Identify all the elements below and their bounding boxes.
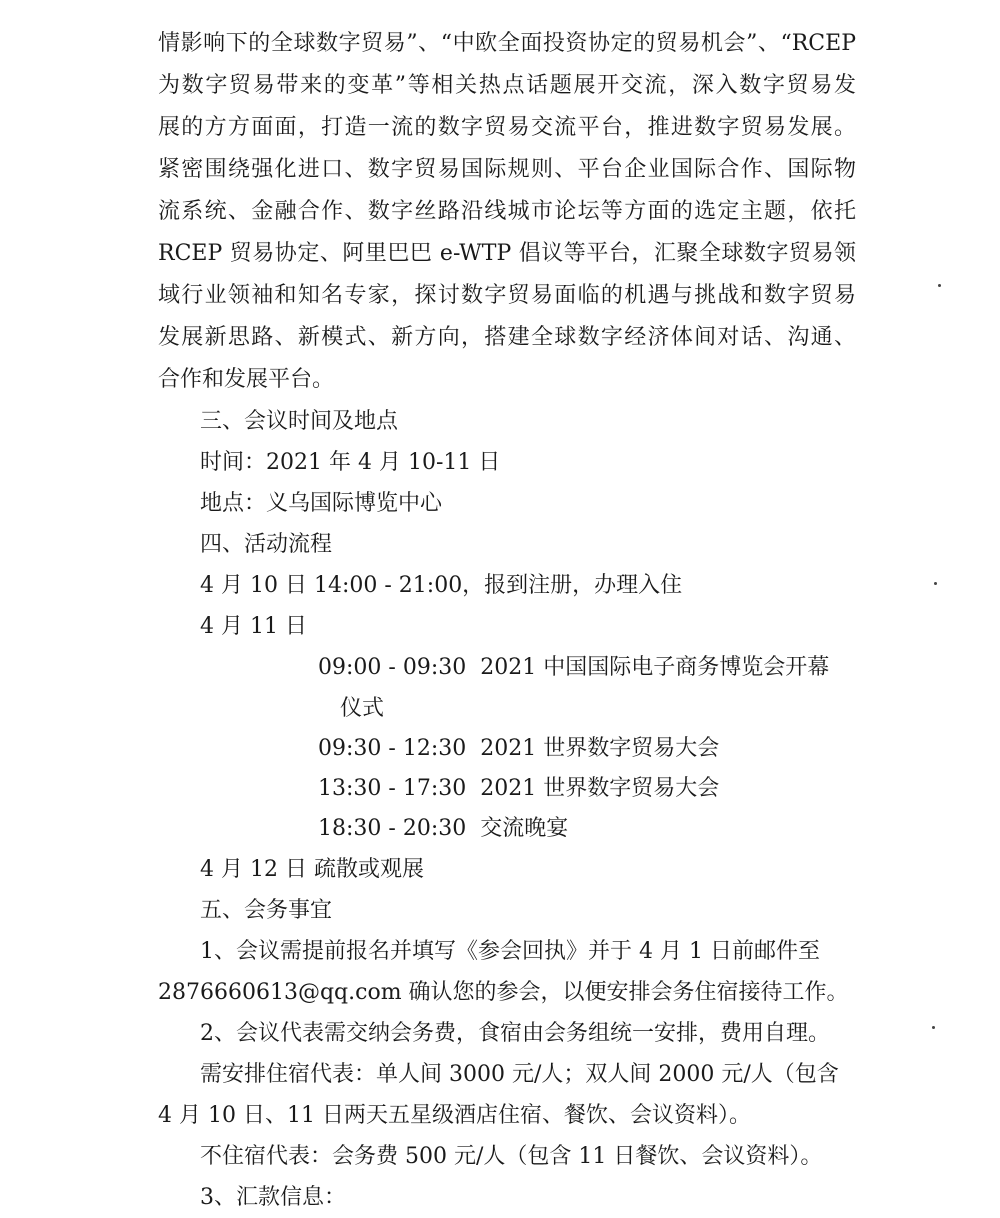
- section-5-heading: 五、会务事宜: [200, 898, 333, 923]
- section-3-heading: 三、会议时间及地点: [200, 409, 399, 434]
- schedule-item-4: 18:30 - 20:30 交流晚宴: [318, 816, 569, 841]
- schedule-item-1-continuation: 仪式: [340, 696, 385, 721]
- intro-line-9: 合作和发展平台。: [158, 367, 335, 392]
- scan-speck: [938, 284, 941, 287]
- item-1-line-2: 2876660613@qq.com 确认您的参会，以便安排会务住宿接待工作。: [158, 980, 849, 1005]
- intro-line-4: 紧密围绕强化进口、数字贸易国际规则、平台企业国际合作、国际物: [158, 157, 856, 182]
- day-1-schedule: 4 月 10 日 14:00 - 21:00，报到注册，办理入住: [200, 573, 683, 598]
- intro-line-1: 情影响下的全球数字贸易”、“中欧全面投资协定的贸易机会”、“RCEP: [158, 31, 856, 56]
- intro-line-6: RCEP 贸易协定、阿里巴巴 e-WTP 倡议等平台，汇聚全球数字贸易领: [158, 241, 856, 266]
- day-2-label: 4 月 11 日: [200, 614, 307, 639]
- meeting-place: 地点：义乌国际博览中心: [200, 491, 443, 516]
- scan-speck: [932, 1026, 935, 1029]
- intro-line-2: 为数字贸易带来的变革”等相关热点话题展开交流，深入数字贸易发: [158, 73, 856, 98]
- intro-line-8: 发展新思路、新模式、新方向，搭建全球数字经济体间对话、沟通、: [158, 325, 856, 350]
- intro-line-5: 流系统、金融合作、数字丝路沿线城市论坛等方面的选定主题，依托: [158, 199, 856, 224]
- item-2-line-4: 不住宿代表：会务费 500 元/人（包含 11 日餐饮、会议资料）。: [200, 1144, 823, 1169]
- section-4-heading: 四、活动流程: [200, 532, 333, 557]
- schedule-item-3: 13:30 - 17:30 2021 世界数字贸易大会: [318, 776, 720, 801]
- item-3-line-1: 3、汇款信息：: [200, 1185, 346, 1210]
- item-2-line-2: 需安排住宿代表：单人间 3000 元/人；双人间 2000 元/人（包含: [200, 1062, 839, 1087]
- item-1-line-1: 1、会议需提前报名并填写《参会回执》并于 4 月 1 日前邮件至: [200, 939, 820, 964]
- intro-line-7: 域行业领袖和知名专家，探讨数字贸易面临的机遇与挑战和数字贸易: [158, 283, 856, 308]
- item-2-line-1: 2、会议代表需交纳会务费，食宿由会务组统一安排，费用自理。: [200, 1021, 830, 1046]
- scan-speck: [934, 582, 937, 585]
- day-3-schedule: 4 月 12 日 疏散或观展: [200, 857, 424, 882]
- meeting-time: 时间：2021 年 4 月 10-11 日: [200, 450, 501, 475]
- intro-line-3: 展的方方面面，打造一流的数字贸易交流平台，推进数字贸易发展。: [158, 115, 856, 140]
- schedule-item-2: 09:30 - 12:30 2021 世界数字贸易大会: [318, 736, 720, 761]
- schedule-item-1: 09:00 - 09:30 2021 中国国际电子商务博览会开幕: [318, 655, 830, 680]
- item-2-line-3: 4 月 10 日、11 日两天五星级酒店住宿、餐饮、会议资料）。: [158, 1103, 751, 1128]
